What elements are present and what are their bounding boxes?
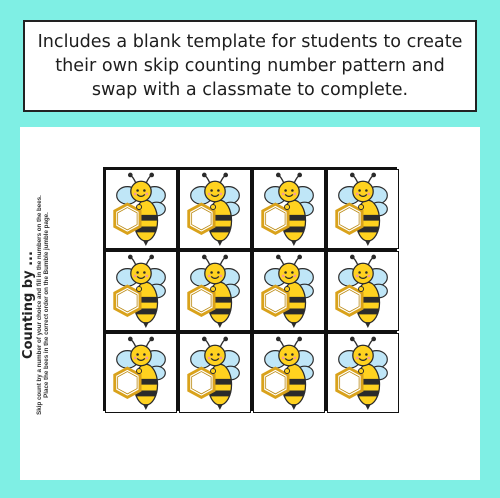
bee-card xyxy=(327,251,399,331)
bee-with-hexagon-icon xyxy=(328,334,398,412)
worksheet-side-heading xyxy=(22,170,50,440)
bee-with-hexagon-icon xyxy=(328,252,398,330)
banner-text: Includes a blank template for students to create their own skip counting number pattern and swap with a classmate to complete. xyxy=(37,32,463,100)
bee-card xyxy=(179,251,251,331)
bee-card-grid xyxy=(103,167,397,411)
bee-card xyxy=(253,169,325,249)
bee-with-hexagon-icon xyxy=(106,334,176,412)
instruction-line-1: Skip count by a number of your choice and fill in the numbers on the bees. xyxy=(36,195,43,415)
bee-card xyxy=(327,333,399,413)
bee-with-hexagon-icon xyxy=(106,252,176,330)
bee-card xyxy=(179,333,251,413)
bee-with-hexagon-icon xyxy=(254,170,324,248)
bee-card xyxy=(179,169,251,249)
info-banner xyxy=(23,20,477,112)
bee-card xyxy=(253,251,325,331)
instruction-line-2: Place the bees in the correct order on the Bumble jumble page. xyxy=(43,212,50,398)
bee-with-hexagon-icon xyxy=(328,170,398,248)
bee-card xyxy=(105,251,177,331)
bee-card xyxy=(105,333,177,413)
worksheet-title: Counting by ... xyxy=(21,251,36,359)
bee-with-hexagon-icon xyxy=(180,252,250,330)
bee-card xyxy=(327,169,399,249)
bee-with-hexagon-icon xyxy=(180,334,250,412)
bee-card xyxy=(253,333,325,413)
bee-with-hexagon-icon xyxy=(254,334,324,412)
bee-card xyxy=(105,169,177,249)
bee-with-hexagon-icon xyxy=(106,170,176,248)
bee-with-hexagon-icon xyxy=(180,170,250,248)
bee-with-hexagon-icon xyxy=(254,252,324,330)
